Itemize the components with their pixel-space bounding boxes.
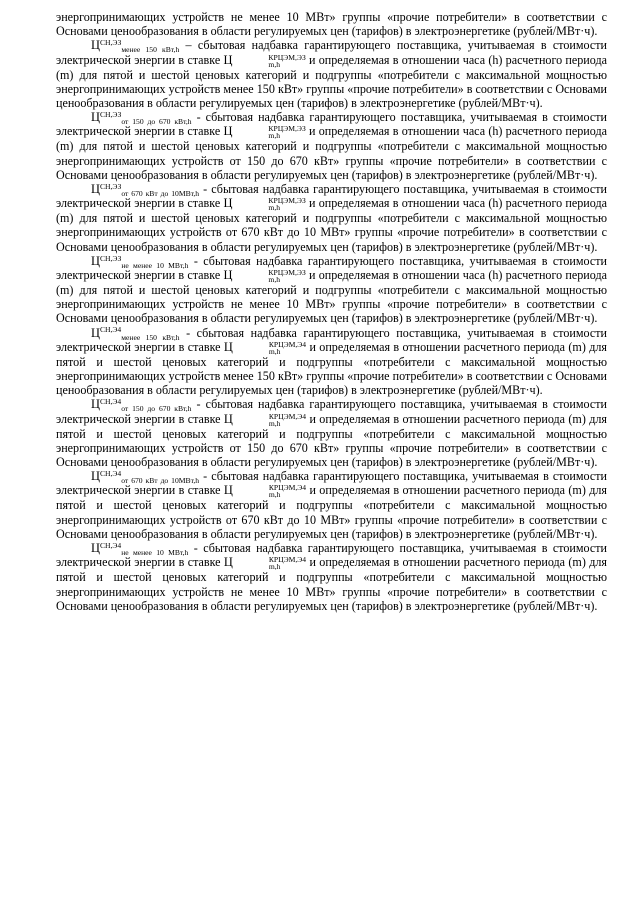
rate-symbol: [223, 555, 307, 572]
paragraph-list: [56, 38, 607, 613]
rate-superscript: КРЦЭМ,ЭЗ: [268, 52, 306, 62]
symbol-superscript: СН,Э4: [99, 540, 122, 550]
symbol-base: Ц: [91, 325, 100, 340]
symbol-superscript: СН,Э4: [99, 325, 122, 335]
rate-subscript: m,h: [268, 203, 281, 213]
rate-superscript: КРЦЭМ,Э4: [268, 483, 307, 493]
rate-symbol: [224, 412, 306, 426]
symbol-subscript: не менее 10 МВт,h: [121, 260, 189, 270]
rate-symbol: [223, 196, 306, 213]
rate-index-stack: [234, 413, 306, 427]
rate-base: Ц: [223, 411, 233, 426]
symbol-base: Ц: [91, 110, 100, 125]
rate-symbol: [223, 268, 306, 285]
rate-index-stack: [233, 269, 305, 283]
rate-index-stack: [234, 484, 306, 498]
rate-superscript: КРЦЭМ,Э4: [268, 339, 307, 349]
rate-base: Ц: [223, 268, 233, 283]
rate-base: Ц: [223, 483, 233, 498]
rate-subscript: m,h: [268, 490, 281, 500]
symbol-superscript: СН,Э4: [99, 397, 122, 407]
rate-base: Ц: [223, 339, 233, 354]
rate-index-stack: [234, 341, 306, 355]
symbol-base: Ц: [91, 397, 100, 412]
definition-paragraph: [56, 397, 607, 469]
rate-symbol: [223, 483, 307, 500]
symbol-superscript: СН,ЭЗ: [99, 181, 122, 191]
surcharge-symbol: [91, 469, 200, 486]
symbol-base: Ц: [91, 38, 100, 53]
rate-subscript: m,h: [268, 131, 281, 141]
surcharge-symbol: [91, 541, 188, 555]
rate-subscript: m,h: [268, 275, 281, 285]
definition-paragraph: [56, 541, 607, 613]
symbol-base: Ц: [91, 253, 100, 268]
definition-text-a: - сбытовая надбавка гарантирующего поставщика, учитываемая в стоимости электрической энергии в ставке: [56, 541, 607, 570]
definition-text-a: – сбытовая надбавка гарантирующего поставщика, учитываемая в стоимости электрической энергии в ставке: [56, 38, 607, 67]
rate-base: Ц: [223, 555, 233, 570]
definition-paragraph: [56, 182, 607, 254]
definition-text-b: и определяемая в отношении расчетного периода (m) для пятой и шестой ценовых категорий и подгруппы «потребители с максимальной мощностью энергопринимающих устройств от 670 кВт до 10 МВт» группы «прочие потребители» в соответствии с Основами ценообразования в области регулируемых цен (тарифов) в электроэнергетике (рублей/МВт·ч).: [56, 483, 607, 541]
surcharge-symbol: [91, 254, 188, 268]
symbol-superscript: СН,ЭЗ: [99, 253, 122, 263]
definition-paragraph: [56, 469, 607, 541]
definition-text-b: и определяемая в отношении часа (h) расчетного периода (m) для пятой и шестой ценовых категорий и подгруппы «потребители с максимальной мощностью энергопринимающих устройств от 150 до 670 кВт» группы «прочие потребители» в соответствии с Основами ценообразования в области регулируемых цен (тарифов) в электроэнергетике (рублей/МВт·ч).: [56, 124, 607, 182]
rate-superscript: КРЦЭМ,ЭЗ: [268, 196, 306, 206]
symbol-subscript: от 150 до 670 кВт,h: [121, 117, 192, 127]
rate-subscript: m,h: [268, 418, 281, 428]
rate-subscript: m,h: [268, 562, 281, 572]
definition-text-b: и определяемая в отношении расчетного периода (m) для пятой и шестой ценовых категорий и подгруппы «потребители с максимальной мощностью энергопринимающих устройств от 150 до 670 кВт» группы «прочие потребители» в соответствии с Основами ценообразования в области регулируемых цен (тарифов) в электроэнергетике (рублей/МВт·ч).: [56, 411, 607, 470]
symbol-base: Ц: [91, 469, 100, 484]
rate-superscript: КРЦЭМ,ЭЗ: [268, 124, 306, 134]
rate-symbol: [224, 340, 306, 354]
rate-superscript: КРЦЭМ,Э4: [268, 411, 307, 421]
symbol-subscript: менее 150 кВт,h: [121, 332, 180, 342]
definition-text-a: - сбытовая надбавка гарантирующего поставщика, учитываемая в стоимости электрической энергии в ставке: [56, 110, 607, 139]
rate-base: Ц: [223, 124, 233, 139]
rate-subscript: m,h: [268, 59, 281, 69]
rate-superscript: КРЦЭМ,Э4: [268, 555, 307, 565]
rate-base: Ц: [223, 196, 233, 211]
rate-index-stack: [233, 125, 305, 139]
symbol-superscript: СН,ЭЗ: [99, 38, 122, 48]
definition-text-a: - сбытовая надбавка гарантирующего поставщика, учитываемая в стоимости электрической энергии в ставке: [56, 397, 607, 426]
surcharge-symbol: [91, 326, 180, 340]
definition-paragraph: [56, 110, 607, 182]
rate-symbol: [223, 124, 306, 141]
symbol-subscript: от 670 кВт до 10МВт,h: [121, 476, 200, 486]
definition-text-a: - сбытовая надбавка гарантирующего поставщика, учитываемая в стоимости электрической энергии в ставке: [56, 325, 607, 354]
definition-paragraph: [56, 326, 607, 398]
rate-symbol: [223, 53, 305, 67]
definition-text-b: и определяемая в отношении расчетного периода (m) для пятой и шестой ценовых категорий и подгруппы «потребители с максимальной мощностью энергопринимающих устройств не менее 10 МВт» группы «прочие потребители» в соответствии с Основами ценообразования в области регулируемых цен (тарифов) в электроэнергетике (рублей/МВт·ч).: [56, 555, 607, 613]
surcharge-symbol: [91, 110, 192, 127]
symbol-subscript: не менее 10 МВт,h: [121, 547, 189, 557]
symbol-superscript: СН,Э4: [99, 469, 122, 479]
rate-index-stack: [234, 556, 306, 570]
symbol-superscript: СН,ЭЗ: [99, 110, 122, 120]
definition-paragraph: [56, 254, 607, 326]
symbol-subscript: от 670 кВт до 10МВт,h: [121, 188, 200, 198]
definition-text-b: и определяемая в отношении часа (h) расчетного периода (m) для пятой и шестой ценовых категорий и подгруппы «потребители с максимальной мощностью энергопринимающих устройств менее 150 кВт» группы «прочие потребители» в соответствии с Основами ценообразования в области регулируемых цен (тарифов) в электроэнергетике (рублей/МВт·ч).: [56, 52, 607, 111]
rate-index-stack: [233, 197, 305, 211]
definition-text-a: - сбытовая надбавка гарантирующего поставщика, учитываемая в стоимости электрической энергии в ставке: [56, 182, 607, 211]
rate-index-stack: [233, 54, 305, 68]
definition-text-a: - сбытовая надбавка гарантирующего поставщика, учитываемая в стоимости электрической энергии в ставке: [56, 253, 607, 283]
symbol-subscript: менее 150 кВт,h: [121, 45, 180, 55]
symbol-subscript: от 150 до 670 кВт,h: [121, 404, 192, 414]
definition-text-b: и определяемая в отношении часа (h) расчетного периода (m) для пятой и шестой ценовых категорий и подгруппы «потребители с максимальной мощностью энергопринимающих устройств от 670 кВт до 10 МВт» группы «прочие потребители» в соответствии с Основами ценообразования в области регулируемых цен (тарифов) в электроэнергетике (рублей/МВт·ч).: [56, 196, 607, 254]
surcharge-symbol: [91, 397, 192, 414]
surcharge-symbol: [91, 38, 180, 55]
rate-superscript: КРЦЭМ,ЭЗ: [268, 268, 306, 278]
surcharge-symbol: [91, 182, 199, 196]
symbol-base: Ц: [91, 182, 100, 197]
intro-text: энергопринимающих устройств не менее 10 МВт» группы «прочие потребители» в соответствии с Основами ценообразования в области регулируемых цен (тарифов) в электроэнергетике (рублей/МВт·ч).: [56, 10, 607, 39]
definition-text-b: и определяемая в отношении часа (h) расчетного периода (m) для пятой и шестой ценовых категорий и подгруппы «потребители с максимальной мощностью энергопринимающих устройств не менее 10 МВт» группы «прочие потребители» в соответствии с Основами ценообразования в области регулируемых цен (тарифов) в электроэнергетике (рублей/МВт·ч).: [56, 268, 607, 326]
rate-base: Ц: [223, 52, 233, 67]
symbol-base: Ц: [91, 541, 100, 556]
definition-text-a: - сбытовая надбавка гарантирующего поставщика, учитываемая в стоимости электрической энергии в ставке: [56, 469, 607, 498]
rate-subscript: m,h: [268, 346, 281, 356]
definition-paragraph: [56, 38, 607, 110]
definition-text-b: и определяемая в отношении расчетного периода (m) для пятой и шестой ценовых категорий и подгруппы «потребители с максимальной мощностью энергопринимающих устройств менее 150 кВт» группы «прочие потребители» в соответствии с Основами ценообразования в области регулируемых цен (тарифов) в электроэнергетике (рублей/МВт·ч).: [56, 339, 607, 398]
